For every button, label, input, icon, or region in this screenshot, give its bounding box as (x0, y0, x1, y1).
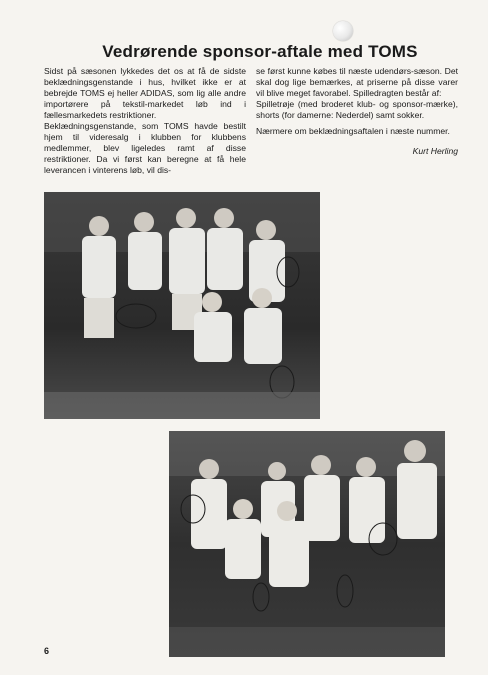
article-title: Vedrørende sponsor-aftale med TOMS (102, 42, 418, 61)
paragraph: Nærmere om beklædningsaftalen i næste nummer. (256, 126, 450, 136)
team-photo-2 (169, 431, 445, 657)
article-column-left (44, 66, 246, 176)
team-photo-1 (44, 192, 320, 419)
author-signature: Kurt Herling (412, 146, 458, 156)
paragraph: Spilletrøje (med broderet klub- og sponsor-mærke), shorts (for damerne: Nederdel) samt sokker. (256, 99, 458, 120)
article-column-right (256, 66, 458, 157)
paragraph: Sidst på sæsonen lykkedes det os at få de sidste beklædningsgenstande i hus, hvilket ikke er at bebrejde TOMS ej heller ADIDAS, som lig alle andre importørere på tekstil-markedet løb ind i fællesmarkedets restriktioner. (44, 66, 246, 120)
tennis-ball-icon (333, 21, 353, 41)
paragraph: se først kunne købes til næste udendørs-sæson. Det skal dog lige bemærkes, at priserne på disse varer vil blive meget favorabel. Spilledragten består af: (256, 66, 458, 98)
page-number: 6 (44, 646, 50, 656)
paragraph: Beklædningsgenstande, som TOMS havde bestilt hjem til videresalg i klubben for klubbens medlemmer, blev ligeledes ramt af disse restriktioner. Da vi først kan beregne at få hele leverancen i vinterens løb, vil dis- (44, 121, 246, 175)
